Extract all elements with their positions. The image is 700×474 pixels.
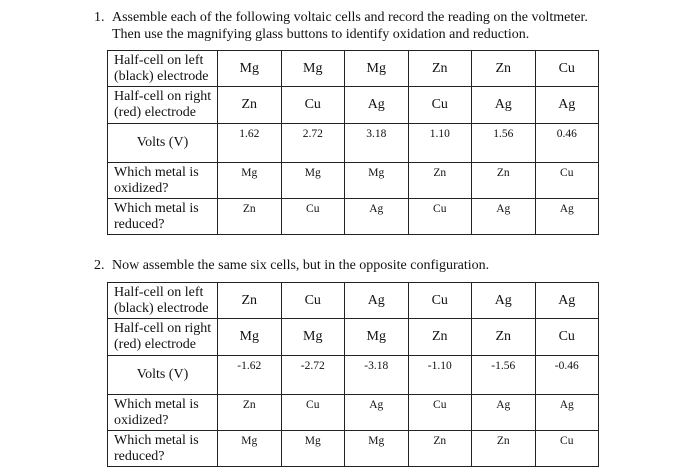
cell-left-metal: Ag	[472, 283, 536, 319]
question-1-line-1	[94, 9, 694, 26]
cell-volts: -3.18	[345, 356, 409, 395]
cell-reduced: Zn	[408, 431, 472, 467]
cell-left-metal: Zn	[472, 51, 536, 87]
cell-oxidized: Mg	[345, 163, 409, 199]
cell-left-metal: Ag	[535, 283, 599, 319]
cell-reduced: Zn	[472, 431, 536, 467]
cell-reduced: Zn	[218, 199, 282, 235]
cell-oxidized: Cu	[535, 163, 599, 199]
cell-volts: -1.62	[218, 356, 282, 395]
question-1	[94, 9, 694, 43]
cell-left-metal: Mg	[345, 51, 409, 87]
table-row-reduced	[108, 431, 599, 467]
table-row-oxidized	[108, 163, 599, 199]
cell-left-metal: Cu	[281, 283, 345, 319]
table-row-right-electrode	[108, 319, 599, 356]
cell-reduced: Mg	[218, 431, 282, 467]
cell-reduced: Cu	[281, 199, 345, 235]
table-row-left-electrode	[108, 283, 599, 319]
cell-left-metal: Zn	[408, 51, 472, 87]
table-row-volts	[108, 356, 599, 395]
cell-volts: 2.72	[281, 124, 345, 163]
cell-volts: -1.56	[472, 356, 536, 395]
cell-reduced: Cu	[535, 431, 599, 467]
voltaic-cells-table-2	[107, 282, 599, 467]
cell-oxidized: Mg	[218, 163, 282, 199]
row-label-text: oxidized?	[114, 180, 169, 196]
cell-right-metal: Cu	[535, 319, 599, 356]
cell-volts: 0.46	[535, 124, 599, 163]
cell-left-metal: Ag	[345, 283, 409, 319]
cell-right-metal: Mg	[218, 319, 282, 356]
cell-volts: 3.18	[345, 124, 409, 163]
cell-right-metal: Mg	[281, 319, 345, 356]
cell-right-metal: Zn	[218, 87, 282, 124]
cell-oxidized: Ag	[535, 395, 599, 431]
cell-oxidized: Zn	[218, 395, 282, 431]
row-label-text: Which metal is	[114, 396, 199, 412]
cell-volts: 1.62	[218, 124, 282, 163]
question-1-number: 1.	[94, 10, 105, 25]
row-label-text: (red) electrode	[114, 105, 196, 120]
table-row-right-electrode	[108, 87, 599, 124]
cell-oxidized: Cu	[281, 395, 345, 431]
cell-right-metal: Zn	[472, 319, 536, 356]
cell-oxidized: Ag	[345, 395, 409, 431]
row-label-oxidized	[108, 395, 218, 431]
cell-oxidized: Ag	[472, 395, 536, 431]
cell-volts: -2.72	[281, 356, 345, 395]
row-label-text: Which metal is	[114, 164, 199, 180]
row-label-text: Half-cell on right	[114, 321, 212, 336]
cell-reduced: Ag	[472, 199, 536, 235]
cell-left-metal: Cu	[535, 51, 599, 87]
table-row-volts	[108, 124, 599, 163]
row-label-reduced	[108, 199, 218, 235]
row-label-text: Which metal is	[114, 200, 199, 216]
row-label-text: reduced?	[114, 216, 165, 232]
row-label-text: Half-cell on left	[114, 52, 204, 68]
cell-volts: 1.56	[472, 124, 536, 163]
row-label-text: Half-cell on left	[114, 284, 204, 300]
row-label-text: (red) electrode	[114, 337, 196, 352]
question-1-text-2: Then use the magnifying glass buttons to identify oxidation and reduction.	[112, 27, 530, 42]
row-label-oxidized	[108, 163, 218, 199]
cell-reduced: Cu	[408, 199, 472, 235]
table-row-reduced	[108, 199, 599, 235]
cell-volts: 1.10	[408, 124, 472, 163]
row-label-left-electrode	[108, 51, 218, 87]
cell-left-metal: Zn	[218, 283, 282, 319]
cell-reduced: Ag	[345, 199, 409, 235]
question-2-line-1	[94, 257, 694, 274]
cell-volts: -0.46	[535, 356, 599, 395]
cell-left-metal: Mg	[218, 51, 282, 87]
cell-right-metal: Ag	[535, 87, 599, 124]
table-row-oxidized	[108, 395, 599, 431]
table-row-left-electrode	[108, 51, 599, 87]
question-1-text-1: Assemble each of the following voltaic cells and record the reading on the voltmeter.	[112, 10, 588, 25]
cell-oxidized: Zn	[472, 163, 536, 199]
cell-reduced: Ag	[535, 199, 599, 235]
cell-left-metal: Mg	[281, 51, 345, 87]
cell-volts: -1.10	[408, 356, 472, 395]
row-label-text: (black) electrode	[114, 68, 209, 84]
cell-right-metal: Cu	[408, 87, 472, 124]
row-label-text: Half-cell on right	[114, 89, 212, 104]
row-label-left-electrode	[108, 283, 218, 319]
row-label-text: reduced?	[114, 448, 165, 464]
cell-right-metal: Mg	[345, 319, 409, 356]
cell-left-metal: Cu	[408, 283, 472, 319]
cell-oxidized: Cu	[408, 395, 472, 431]
row-label-volts: Volts (V)	[108, 356, 218, 395]
question-2-text-1: Now assemble the same six cells, but in the opposite configuration.	[112, 258, 490, 273]
question-2-number: 2.	[94, 258, 105, 273]
row-label-text: (black) electrode	[114, 300, 209, 316]
cell-right-metal: Zn	[408, 319, 472, 356]
row-label-reduced	[108, 431, 218, 467]
cell-reduced: Mg	[345, 431, 409, 467]
cell-right-metal: Ag	[345, 87, 409, 124]
voltaic-cells-table-1	[107, 50, 599, 235]
question-2	[94, 257, 694, 274]
cell-oxidized: Zn	[408, 163, 472, 199]
row-label-right-electrode	[108, 319, 218, 356]
row-label-volts: Volts (V)	[108, 124, 218, 163]
cell-right-metal: Ag	[472, 87, 536, 124]
cell-reduced: Mg	[281, 431, 345, 467]
row-label-right-electrode	[108, 87, 218, 124]
row-label-text: Which metal is	[114, 432, 199, 448]
cell-oxidized: Mg	[281, 163, 345, 199]
row-label-text: oxidized?	[114, 412, 169, 428]
cell-right-metal: Cu	[281, 87, 345, 124]
